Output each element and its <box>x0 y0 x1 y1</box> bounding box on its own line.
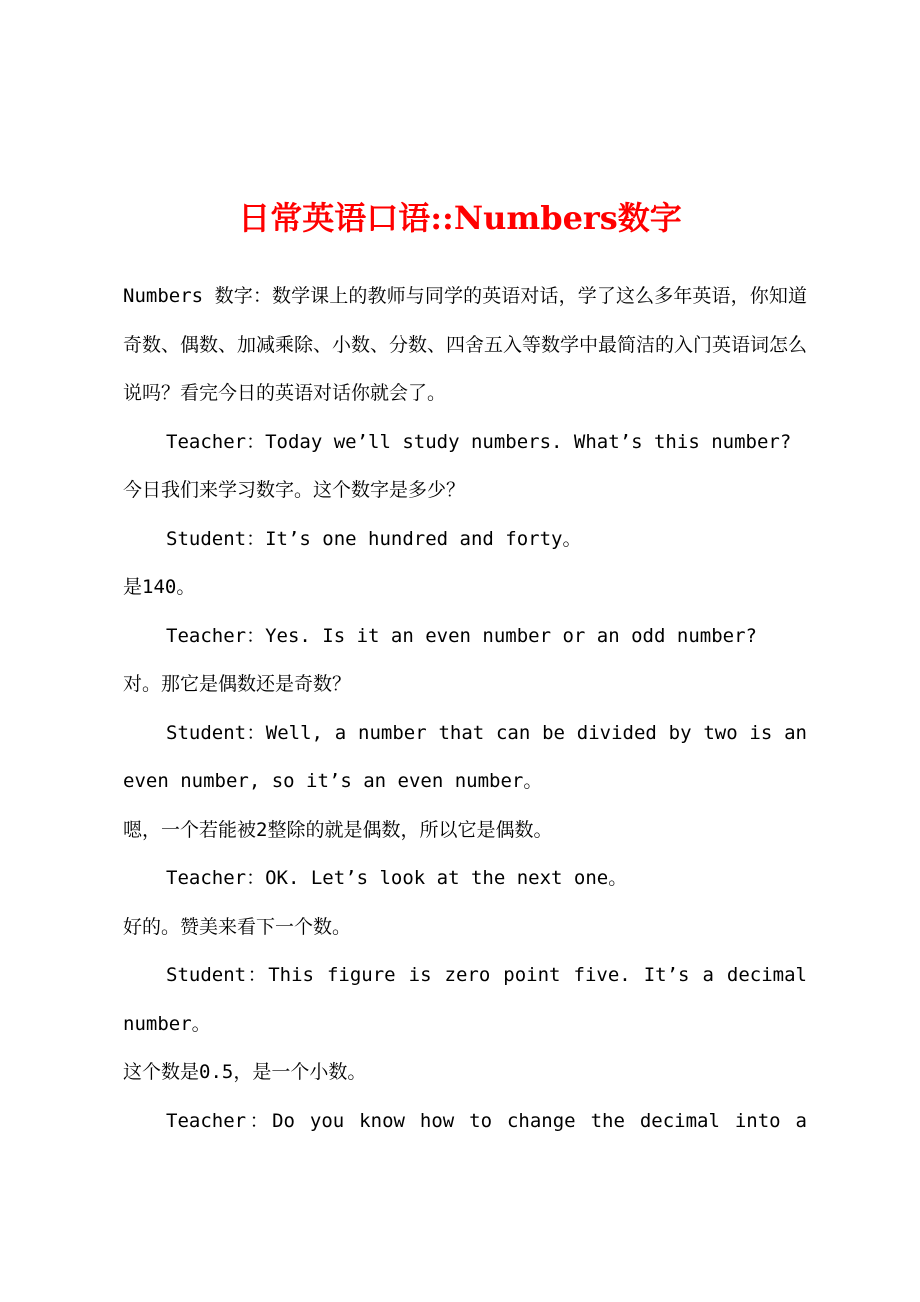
translation-line-5: 好的。赞美来看下一个数。 <box>123 915 352 938</box>
document-title: 日常英语口语::Numbers数字 <box>238 199 682 237</box>
translation-line-6: 这个数是0.5，是一个小数。 <box>123 1061 367 1083</box>
dialogue-line-7: Teacher：Do you know how to change the decimal into a <box>166 1109 807 1132</box>
document-body <box>123 272 807 1145</box>
dialogue-line-6: Student：This figure is zero point five. It’s a decimal number。 <box>123 964 807 1035</box>
dialogue-line-5: Teacher：OK. Let’s look at the next one。 <box>166 867 628 889</box>
translation-line-3: 对。那它是偶数还是奇数？ <box>123 673 352 695</box>
intro-paragraph: Numbers 数字：数学课上的教师与同学的英语对话，学了这么多年英语，你知道奇数、偶数、加减乘除、小数、分数、四舍五入等数学中最简洁的入门英语词怎么说吗？看完今日的英语对话你就会了。 <box>123 285 808 404</box>
translation-line-1: 今日我们来学习数字。这个数字是多少？ <box>123 479 466 501</box>
dialogue-line-1: Teacher：Today we’ll study numbers. What’s this number? <box>166 430 792 453</box>
dialogue-line-3: Teacher：Yes. Is it an even number or an odd number? <box>166 624 757 647</box>
dialogue-line-2: Student：It’s one hundred and forty。 <box>166 527 582 550</box>
translation-line-2: 是140。 <box>123 576 196 598</box>
dialogue-line-4: Student：Well, a number that can be divided by two is an even number, so it’s an even number。 <box>123 721 807 792</box>
translation-line-4: 嗯，一个若能被2整除的就是偶数，所以它是偶数。 <box>123 818 553 841</box>
